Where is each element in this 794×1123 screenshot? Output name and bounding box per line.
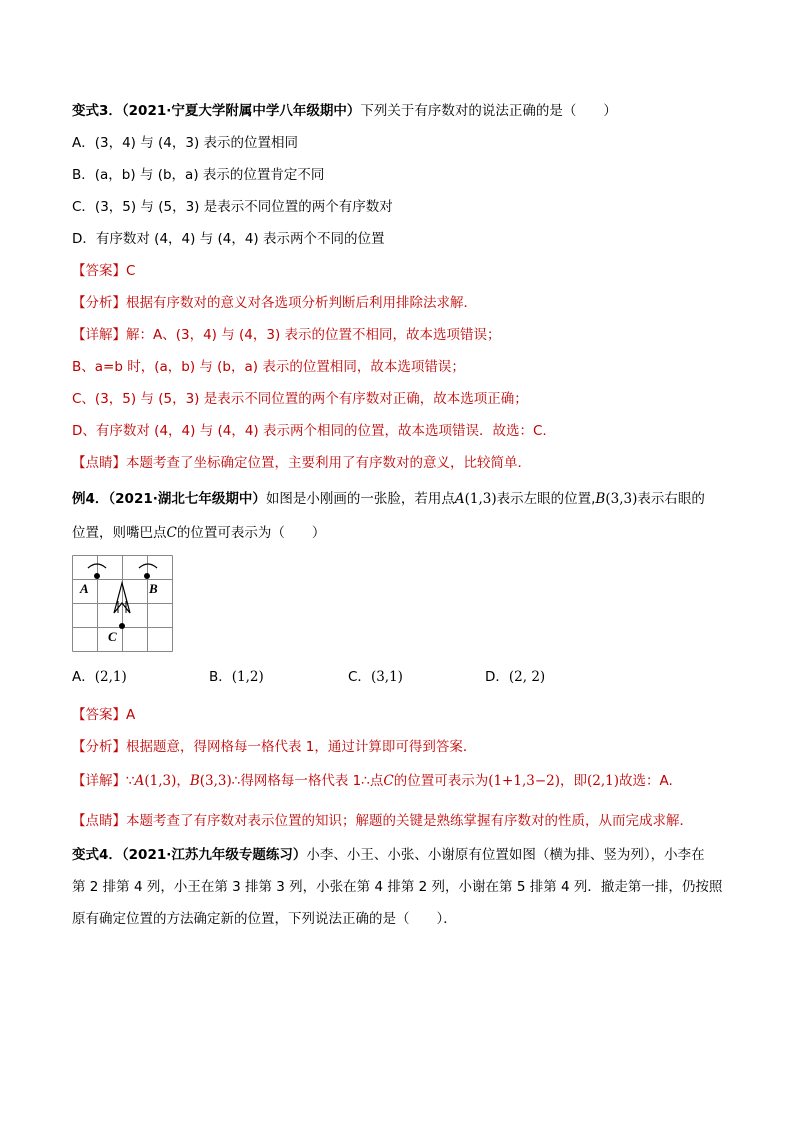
ex4-detail-1: ∵ (126, 773, 135, 789)
ex4-detail-coord-a: (1,3) (144, 773, 177, 789)
ex4-point-a: A (454, 491, 465, 507)
ex4-analysis-line (72, 738, 476, 756)
ex4-answer-line (72, 706, 135, 724)
ex4-detail-3: ∴得网格每一格代表 1∴点 (231, 773, 384, 789)
q3-comment-tag: 【点睛】 (72, 455, 126, 471)
ex4-source: （2021·湖北七年级期中） (108, 491, 266, 507)
ex4-comment-line (72, 812, 693, 830)
q3-label: 变式3． (72, 103, 122, 119)
q3-option-a: A．(3，4) 与 (4，3) 表示的位置相同 (72, 135, 299, 151)
ex4-detail-point-a: A (134, 773, 145, 789)
q3-answer: C (126, 263, 136, 279)
q3-option-b: B．(a，b) 与 (b，a) 表示的位置肯定不同 (72, 167, 325, 183)
q4-line-1: 小李、小王、小张、小谢原有位置如图（横为排、竖为列），小李在 (306, 847, 705, 863)
ex4-stem-5: 的位置可表示为（ ） (176, 525, 326, 541)
q3-comment: 本题考查了坐标确定位置，主要利用了有序数对的意义，比较简单． (126, 455, 531, 471)
q3-analysis-tag: 【分析】 (72, 295, 126, 311)
q3-detail-line-3: C、(3，5) 与 (5，3) 是表示不同位置的两个有序数对正确，故本选项正确； (72, 391, 528, 407)
q4-stem-line-1 (72, 846, 705, 864)
ex4-answer-tag: 【答案】 (72, 707, 126, 723)
q3-detail-line-2: B、a=b 时，(a，b) 与 (b，a) 表示的位置相同，故本选项错误； (72, 359, 465, 375)
q3-option-c: C．(3，5) 与 (5，3) 是表示不同位置的两个有序数对 (72, 199, 393, 215)
ex4-stem-line-2 (72, 524, 325, 542)
point-a-dot (94, 573, 100, 579)
ex4-stem-3: 表示右眼的 (637, 491, 705, 507)
ex4-option-b-value: (1,2) (231, 669, 264, 685)
figure-label-c: C (108, 629, 117, 644)
face-grid-figure (72, 555, 174, 653)
ex4-option-a-letter: A． (72, 669, 95, 685)
ex4-stem-line-1 (72, 490, 705, 508)
ex4-detail-ans: A. (659, 773, 673, 789)
ex4-detail-point-b: B (189, 773, 200, 789)
ex4-stem-1: 如图是小刚画的一张脸，若用点 (265, 491, 455, 507)
figure-label-b: B (149, 581, 158, 596)
q4-source: （2021·江苏九年级专题练习） (121, 847, 307, 863)
ex4-detail-4: 的位置可表示为 (393, 773, 489, 789)
ex4-detail-coord-b: (3,3) (199, 773, 232, 789)
ex4-option-d-letter: D． (485, 669, 509, 685)
ex4-option-d-value: (2, 2) (508, 669, 546, 685)
q3-option-d: D．有序数对 (4，4) 与 (4，4) 表示两个不同的位置 (72, 231, 385, 247)
ex4-option-c (348, 668, 403, 686)
q3-analysis-line (72, 294, 477, 312)
ex4-coord-a: (1,3) (464, 491, 497, 507)
ex4-comment: 本题考查了有序数对表示位置的知识；解题的关键是熟练掌握有序数对的性质，从而完成求解． (126, 813, 693, 829)
ex4-detail-result: (2,1) (587, 773, 620, 789)
figure-label-a: A (80, 581, 89, 596)
ex4-detail-tag: 【详解】 (72, 773, 126, 789)
q3-analysis: 根据有序数对的意义对各选项分析判断后利用排除法求解． (126, 295, 477, 311)
ex4-detail-point-c: C (383, 773, 394, 789)
ex4-option-c-letter: C． (348, 669, 371, 685)
ex4-options-row (72, 668, 672, 686)
q3-answer-tag: 【答案】 (72, 263, 126, 279)
q3-detail-line-4: D、有序数对 (4，4) 与 (4，4) 表示两个相同的位置，故本选项错误．故选：C. (72, 423, 547, 439)
q3-detail-text-1: 解：A、(3，4) 与 (4，3) 表示的位置不相同，故本选项错误； (126, 327, 501, 343)
ex4-analysis: 根据题意，得网格每一格代表 1，通过计算即可得到答案． (126, 739, 477, 755)
ex4-point-b: B (595, 491, 606, 507)
point-c-dot (119, 623, 125, 629)
q3-stem-line (72, 102, 617, 120)
q4-label: 变式4． (72, 847, 122, 863)
ex4-detail-6: 故选： (619, 773, 660, 789)
ex4-answer: A (126, 707, 136, 723)
ex4-detail-expr: (1+1,3−2) (488, 773, 561, 789)
ex4-point-c: C (166, 525, 177, 541)
ex4-coord-b: (3,3) (605, 491, 638, 507)
ex4-option-b-letter: B． (209, 669, 232, 685)
ex4-stem-2: 表示左眼的位置, (496, 491, 596, 507)
q3-answer-line (72, 262, 135, 280)
q3-comment-line (72, 454, 531, 472)
q3-detail-tag: 【详解】 (72, 327, 126, 343)
q4-stem-line-2: 第 2 排第 4 列，小王在第 3 排第 3 列，小张在第 4 排第 2 列，小谢在第 5 排第 4 列．撤走第一排，仍按照 (72, 879, 723, 895)
ex4-option-b (209, 668, 264, 686)
ex4-stem-4: 位置，则嘴巴点 (72, 525, 167, 541)
ex4-comment-tag: 【点睛】 (72, 813, 126, 829)
ex4-option-d (485, 668, 545, 686)
q3-source: （2021·宁夏大学附属中学八年级期中） (121, 103, 361, 119)
q4-stem-line-3: 原有确定位置的方法确定新的位置，下列说法正确的是（ ）． (72, 911, 457, 927)
ex4-option-c-value: (3,1) (370, 669, 403, 685)
ex4-analysis-tag: 【分析】 (72, 739, 126, 755)
ex4-option-a-value: (2,1) (94, 669, 127, 685)
ex4-option-a (72, 668, 127, 686)
ex4-detail-5: ，即 (560, 773, 588, 789)
q3-detail-line-1 (72, 326, 501, 344)
ex4-detail-line (72, 772, 673, 790)
ex4-detail-2: ， (176, 773, 190, 789)
ex4-label: 例4． (72, 491, 109, 507)
q3-stem: 下列关于有序数对的说法正确的是（ ） (360, 103, 617, 119)
point-b-dot (144, 573, 150, 579)
